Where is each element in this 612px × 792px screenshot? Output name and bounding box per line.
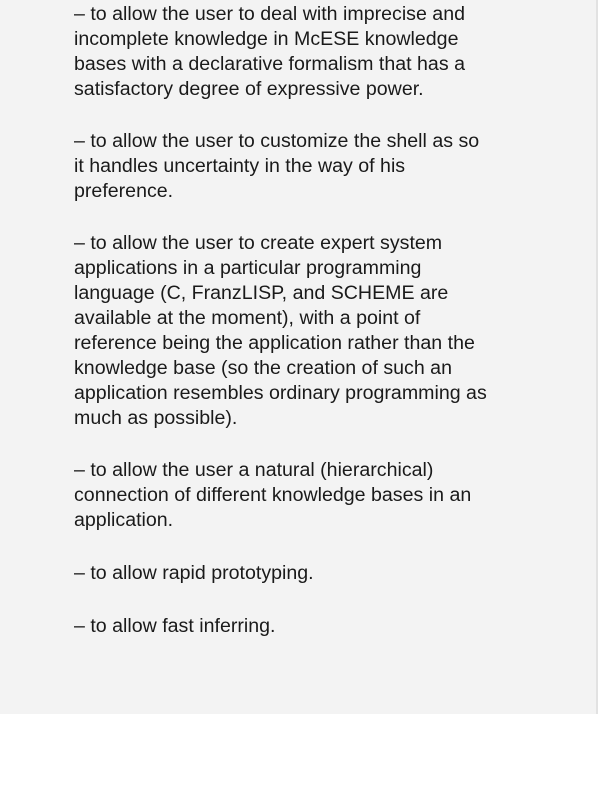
objective-connect-knowledge-bases: – to allow the user a natural (hierarchical) connection of different knowledge bases in an application. (74, 459, 472, 531)
scan-edge-shadow (596, 0, 598, 714)
objective-rapid-prototyping: – to allow rapid prototyping. (74, 562, 314, 584)
objective-create-applications: – to allow the user to create expert system applications in a particular programming language (C, FranzLISP, and SCHEME are available at the moment), with a point of reference being the application rather than the knowledge base (so the creation of such an application resembles ordinary programming as much as possible). (74, 232, 487, 429)
objective-customize-uncertainty: – to allow the user to customize the shell as so it handles uncertainty in the way of his preference. (74, 130, 480, 202)
objective-imprecise-knowledge: – to allow the user to deal with imprecise and incomplete knowledge in McESE knowledge bases with a declarative formalism that has a satisfactory degree of expressive power. (74, 3, 465, 100)
objectives-list (74, 2, 552, 639)
objective-fast-inferring: – to allow fast inferring. (74, 615, 276, 637)
